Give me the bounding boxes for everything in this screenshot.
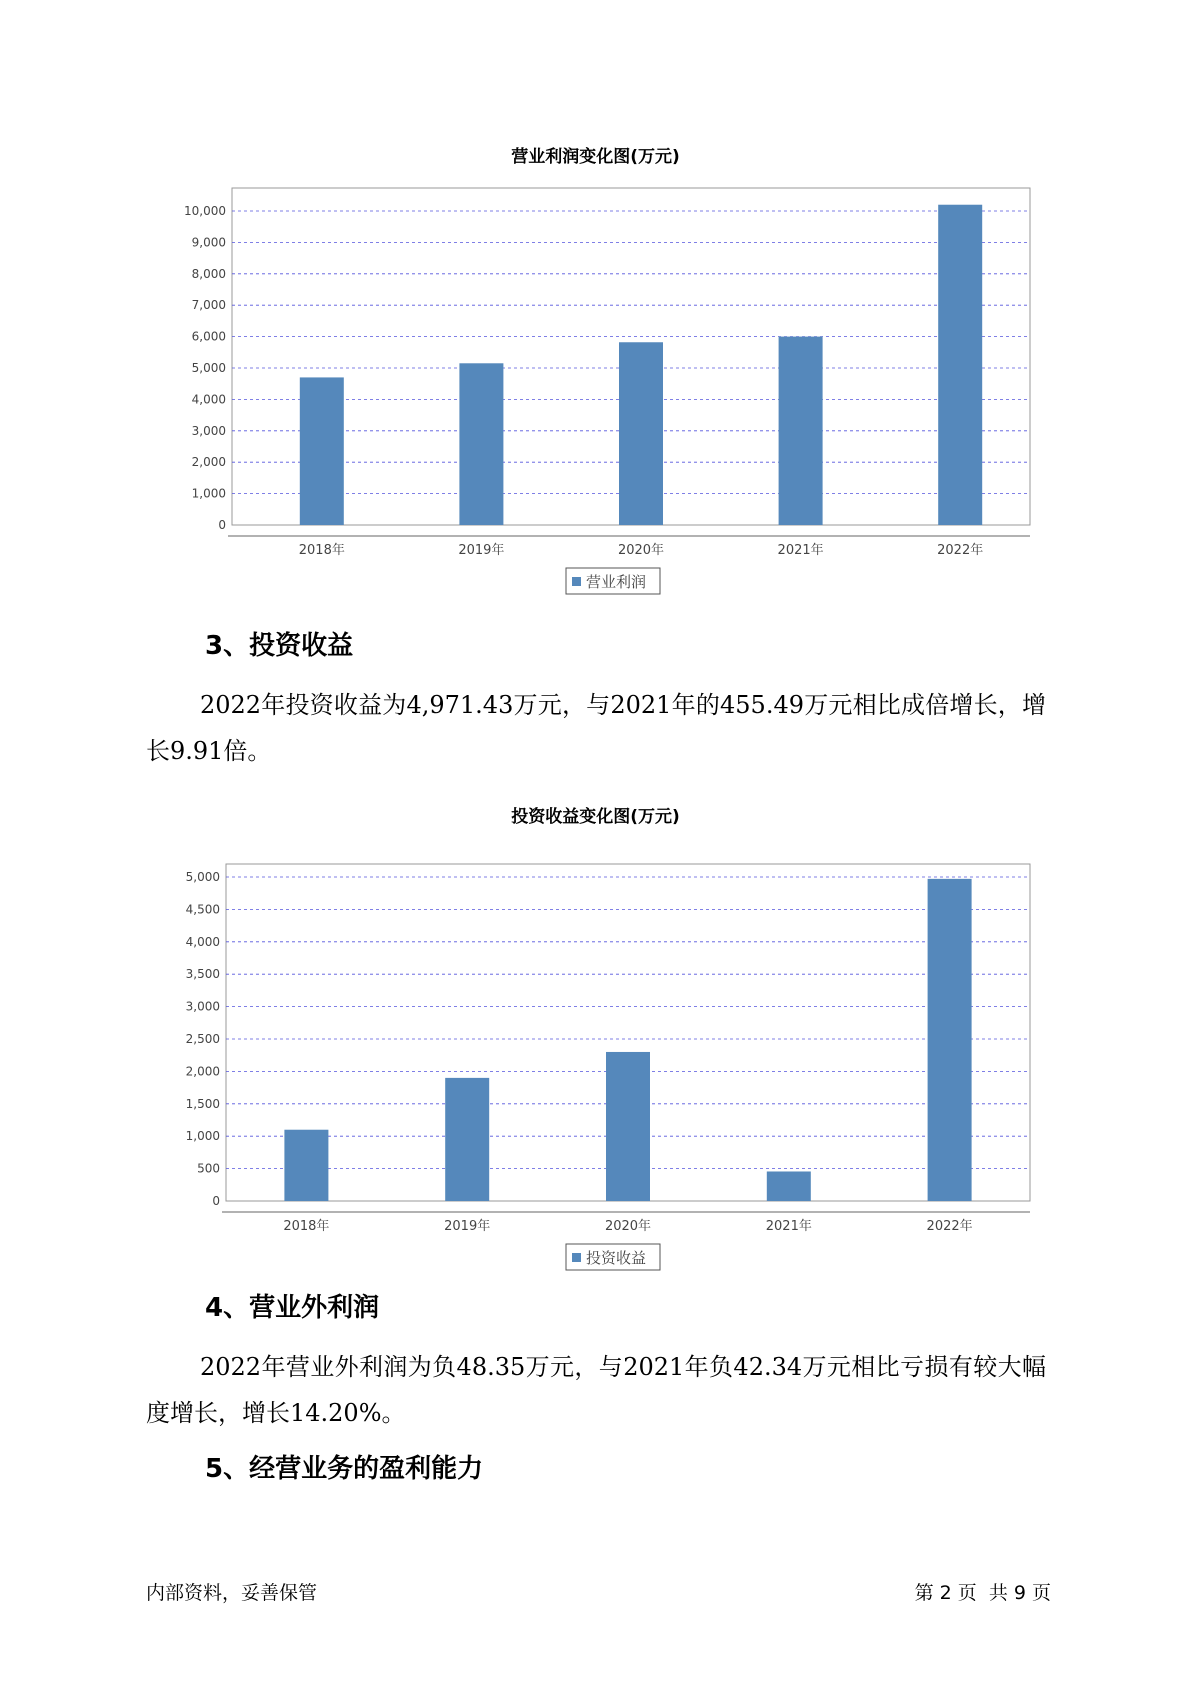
y-tick-label: 5,000 xyxy=(191,361,226,375)
bar xyxy=(938,205,982,525)
x-tick-label: 2022年 xyxy=(937,543,984,558)
y-tick-label: 500 xyxy=(197,1161,220,1176)
bar xyxy=(779,337,823,525)
bar xyxy=(284,1130,328,1201)
chart-1-title: 营业利润变化图(万元) xyxy=(511,147,680,167)
x-tick-label: 2019年 xyxy=(458,543,505,558)
footer-page-number: 第 2 页 共 9 页 xyxy=(914,1582,1051,1604)
y-tick-label: 2,500 xyxy=(185,1032,220,1046)
x-tick-label: 2021年 xyxy=(777,543,824,558)
legend-swatch xyxy=(572,1253,581,1262)
y-tick-label: 9,000 xyxy=(191,235,226,250)
y-tick-label: 1,000 xyxy=(191,486,226,501)
y-tick-label: 10,000 xyxy=(184,204,226,218)
investment-income-chart xyxy=(0,840,1191,1267)
chart-2-title: 投资收益变化图(万元) xyxy=(511,807,680,827)
x-tick-label: 2022年 xyxy=(926,1219,973,1234)
legend-label: 营业利润 xyxy=(586,573,647,591)
bar xyxy=(300,377,344,525)
y-tick-label: 3,500 xyxy=(185,967,220,982)
y-tick-label: 0 xyxy=(218,518,226,532)
operating-profit-chart xyxy=(0,180,1191,600)
bar xyxy=(619,342,663,525)
legend-label: 投资收益 xyxy=(586,1249,647,1267)
x-tick-label: 2021年 xyxy=(765,1219,812,1234)
legend-swatch xyxy=(572,577,581,586)
bar xyxy=(459,363,503,525)
x-tick-label: 2019年 xyxy=(444,1219,491,1234)
y-tick-label: 5,000 xyxy=(185,870,220,884)
x-tick-label: 2018年 xyxy=(283,1219,330,1234)
y-tick-label: 4,000 xyxy=(185,934,220,949)
section-4-paragraph: 2022年营业外利润为负48.35万元，与2021年负42.34万元相比亏损有较大幅度增长，增长14.20%。 xyxy=(146,1353,1046,1427)
bar xyxy=(767,1171,811,1201)
x-tick-label: 2018年 xyxy=(298,543,345,558)
y-tick-label: 2,000 xyxy=(185,1064,220,1079)
bar xyxy=(445,1078,489,1201)
y-tick-label: 4,500 xyxy=(185,902,220,917)
y-tick-label: 2,000 xyxy=(191,455,226,470)
y-tick-label: 3,000 xyxy=(191,423,226,438)
footer-confidential-note: 内部资料，妥善保管 xyxy=(146,1582,318,1604)
bar xyxy=(928,879,972,1201)
y-tick-label: 1,000 xyxy=(185,1129,220,1144)
y-tick-label: 8,000 xyxy=(191,266,226,281)
y-tick-label: 1,500 xyxy=(185,1096,220,1111)
y-tick-label: 6,000 xyxy=(191,329,226,344)
y-tick-label: 3,000 xyxy=(185,999,220,1014)
section-3-paragraph: 2022年投资收益为4,971.43万元，与2021年的455.49万元相比成倍增长，增长9.91倍。 xyxy=(146,691,1046,765)
section-3-heading: 3、投资收益 xyxy=(205,631,354,661)
y-tick-label: 7,000 xyxy=(191,298,226,313)
section-5-heading: 5、经营业务的盈利能力 xyxy=(205,1454,484,1484)
y-tick-label: 0 xyxy=(212,1194,220,1208)
x-tick-label: 2020年 xyxy=(604,1219,652,1234)
x-tick-label: 2020年 xyxy=(617,543,665,558)
bar xyxy=(606,1052,650,1201)
section-4-heading: 4、营业外利润 xyxy=(205,1293,380,1323)
y-tick-label: 4,000 xyxy=(191,392,226,407)
